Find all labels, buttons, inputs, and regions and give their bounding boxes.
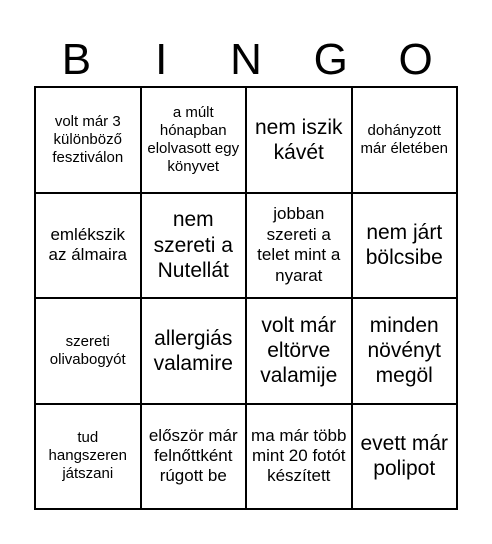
bingo-cell[interactable] <box>141 87 247 193</box>
bingo-cell[interactable] <box>352 404 458 510</box>
bingo-cell[interactable] <box>141 404 247 510</box>
bingo-cell[interactable] <box>141 193 247 299</box>
bingo-cell[interactable] <box>352 193 458 299</box>
cell-text: jobban szereti a telet mint a nyarat <box>257 204 341 285</box>
bingo-cell[interactable] <box>246 404 352 510</box>
cell-text: szereti olivabogyót <box>49 332 126 368</box>
bingo-cell[interactable] <box>352 298 458 404</box>
cell-text: nem szereti a Nutellát <box>153 208 233 282</box>
bingo-cell[interactable] <box>141 298 247 404</box>
bingo-cell[interactable] <box>35 298 141 404</box>
bingo-cell[interactable] <box>246 298 352 404</box>
cell-text: evett már polipot <box>360 432 449 481</box>
cell-text: allergiás valamire <box>153 326 233 375</box>
cell-text: emlékszik az álmaira <box>48 224 127 265</box>
bingo-cell[interactable] <box>246 87 352 193</box>
bingo-cell[interactable] <box>35 193 141 299</box>
cell-text: ma már több mint 20 fotót készített <box>251 425 347 486</box>
header-letter-n: N <box>230 35 262 84</box>
cell-text: minden növényt megöl <box>367 313 442 388</box>
cell-text: a múlt hónapban elolvasott egy könyvet <box>147 103 240 175</box>
header-letter-o: O <box>398 35 433 84</box>
cell-text: először már felnőttként rúgott be <box>148 425 238 486</box>
bingo-cell[interactable] <box>35 87 141 193</box>
cell-text: nem járt bölcsibe <box>365 221 443 270</box>
header-letter-g: G <box>313 35 348 84</box>
cell-text: tud hangszeren játszani <box>48 429 127 483</box>
header-letter-b: B <box>61 35 92 84</box>
bingo-cell[interactable] <box>352 87 458 193</box>
cell-text: volt már 3 különböző fesztiválon <box>52 112 124 166</box>
bingo-grid <box>34 86 458 510</box>
header-letter-i: I <box>155 35 168 84</box>
bingo-header <box>34 34 458 86</box>
cell-text: dohányzott már életében <box>360 121 449 157</box>
cell-text: volt már eltörve valamije <box>260 313 338 388</box>
bingo-cell[interactable] <box>246 193 352 299</box>
cell-text: nem iszik kávét <box>254 115 343 164</box>
bingo-cell[interactable] <box>35 404 141 510</box>
